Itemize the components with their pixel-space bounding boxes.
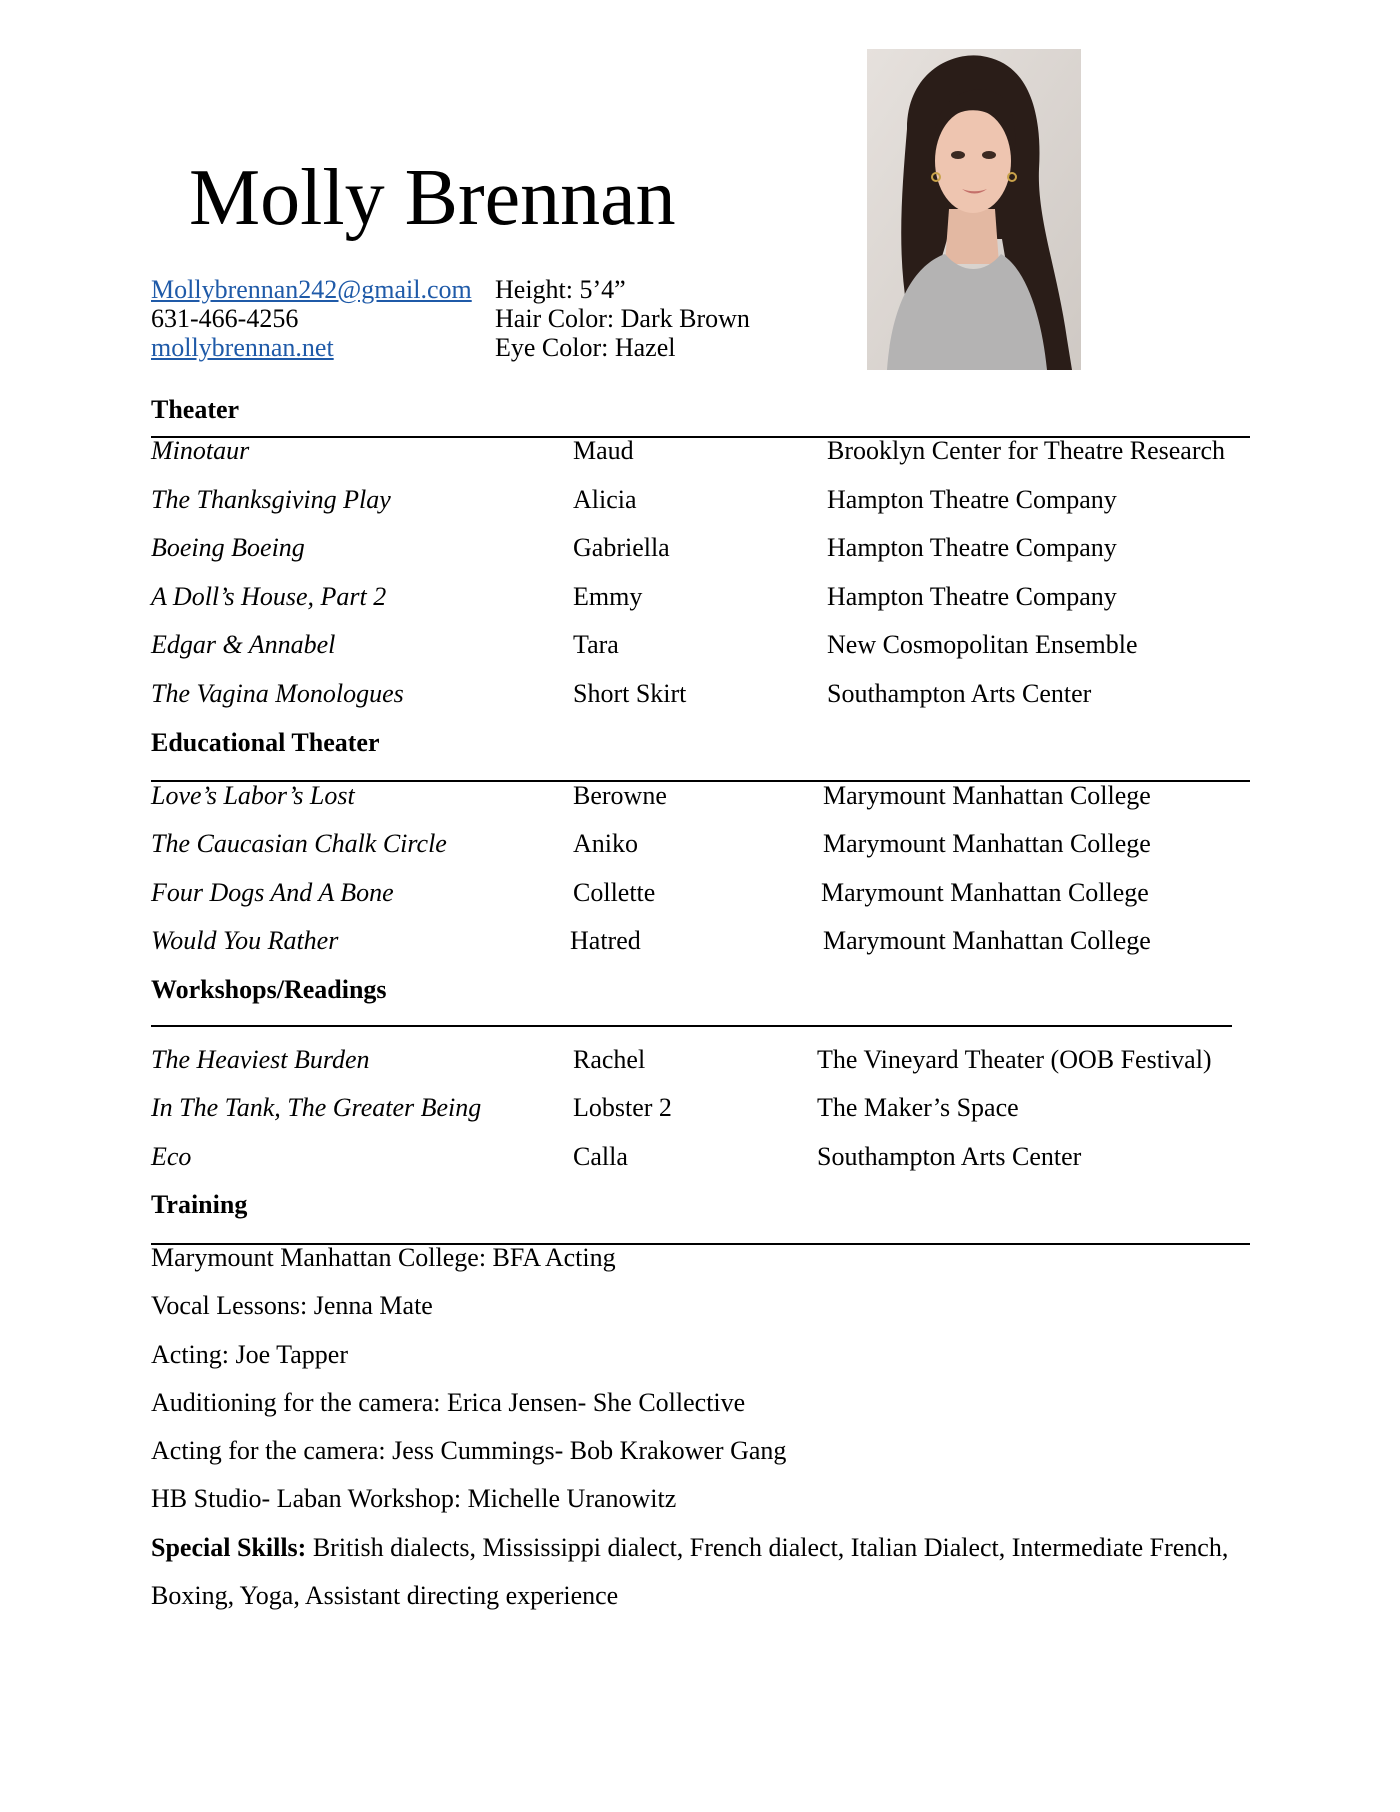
role: Lobster 2 bbox=[573, 1093, 672, 1122]
show-title: Edgar & Annabel bbox=[151, 630, 336, 659]
email-link[interactable]: Mollybrennan242@gmail.com bbox=[151, 275, 472, 304]
training-item: HB Studio- Laban Workshop: Michelle Uranowitz bbox=[151, 1484, 677, 1513]
actor-name: Molly Brennan bbox=[189, 154, 676, 242]
hair-color-stat: Hair Color: Dark Brown bbox=[495, 304, 750, 333]
credit-row bbox=[0, 1142, 1400, 1178]
training-item: Vocal Lessons: Jenna Mate bbox=[151, 1291, 433, 1320]
special-skills-text: British dialects, Mississippi dialect, French dialect, Italian Dialect, Intermediate French, Boxing, Yoga, Assistant directing experience bbox=[151, 1533, 1229, 1610]
company: Southampton Arts Center bbox=[817, 1142, 1082, 1171]
company: Marymount Manhattan College bbox=[823, 926, 1151, 955]
training-item: Auditioning for the camera: Erica Jensen- She Collective bbox=[151, 1388, 746, 1417]
headshot-photo bbox=[867, 49, 1081, 370]
credit-row bbox=[0, 926, 1400, 962]
role: Calla bbox=[573, 1142, 628, 1171]
credit-row bbox=[0, 485, 1400, 521]
show-title: Love’s Labor’s Lost bbox=[151, 781, 355, 810]
show-title: The Thanksgiving Play bbox=[151, 485, 391, 514]
company: Marymount Manhattan College bbox=[821, 878, 1149, 907]
credit-row bbox=[0, 679, 1400, 715]
role: Emmy bbox=[573, 582, 643, 611]
company: The Vineyard Theater (OOB Festival) bbox=[817, 1045, 1212, 1074]
role: Hatred bbox=[570, 926, 641, 955]
credit-row bbox=[0, 436, 1400, 472]
contact-info bbox=[151, 275, 472, 362]
show-title: A Doll’s House, Part 2 bbox=[151, 582, 387, 611]
show-title: The Heaviest Burden bbox=[151, 1045, 370, 1074]
section-divider bbox=[151, 1025, 1232, 1027]
company: Hampton Theatre Company bbox=[827, 485, 1117, 514]
section-title-workshops: Workshops/Readings bbox=[151, 975, 387, 1004]
company: Hampton Theatre Company bbox=[827, 582, 1117, 611]
training-item: Acting for the camera: Jess Cummings- Bob Krakower Gang bbox=[151, 1436, 787, 1465]
credit-row bbox=[0, 781, 1400, 817]
company: New Cosmopolitan Ensemble bbox=[827, 630, 1138, 659]
company: Marymount Manhattan College bbox=[823, 781, 1151, 810]
section-title-training: Training bbox=[151, 1190, 248, 1219]
show-title: In The Tank, The Greater Being bbox=[151, 1093, 482, 1122]
company: Marymount Manhattan College bbox=[823, 829, 1151, 858]
company: Hampton Theatre Company bbox=[827, 533, 1117, 562]
credit-row bbox=[0, 1045, 1400, 1081]
role: Alicia bbox=[573, 485, 637, 514]
role: Maud bbox=[573, 436, 634, 465]
show-title: The Caucasian Chalk Circle bbox=[151, 829, 447, 858]
role: Short Skirt bbox=[573, 679, 687, 708]
show-title: Boeing Boeing bbox=[151, 533, 305, 562]
role: Berowne bbox=[573, 781, 667, 810]
show-title: Eco bbox=[151, 1142, 192, 1171]
credit-row bbox=[0, 533, 1400, 569]
show-title: Minotaur bbox=[151, 436, 250, 465]
eye-color-stat: Eye Color: Hazel bbox=[495, 333, 676, 362]
special-skills bbox=[151, 1524, 1271, 1620]
credit-row bbox=[0, 582, 1400, 618]
credit-row bbox=[0, 829, 1400, 865]
company: Brooklyn Center for Theatre Research bbox=[827, 436, 1226, 465]
company: The Maker’s Space bbox=[817, 1093, 1019, 1122]
training-item: Acting: Joe Tapper bbox=[151, 1340, 348, 1369]
physical-stats bbox=[495, 275, 750, 362]
section-title-theater: Theater bbox=[151, 395, 240, 424]
company: Southampton Arts Center bbox=[827, 679, 1092, 708]
role: Aniko bbox=[573, 829, 638, 858]
height-stat: Height: 5’4” bbox=[495, 275, 626, 304]
credit-row bbox=[0, 878, 1400, 914]
role: Tara bbox=[573, 630, 619, 659]
role: Collette bbox=[573, 878, 656, 907]
show-title: Would You Rather bbox=[151, 926, 339, 955]
training-item: Marymount Manhattan College: BFA Acting bbox=[151, 1243, 616, 1272]
credit-row bbox=[0, 630, 1400, 666]
show-title: The Vagina Monologues bbox=[151, 679, 404, 708]
website-link[interactable]: mollybrennan.net bbox=[151, 333, 334, 362]
show-title: Four Dogs And A Bone bbox=[151, 878, 394, 907]
phone-number: 631-466-4256 bbox=[151, 304, 299, 333]
role: Rachel bbox=[573, 1045, 646, 1074]
section-title-educational: Educational Theater bbox=[151, 728, 380, 757]
role: Gabriella bbox=[573, 533, 670, 562]
special-skills-label: Special Skills: bbox=[151, 1533, 307, 1562]
credit-row bbox=[0, 1093, 1400, 1129]
